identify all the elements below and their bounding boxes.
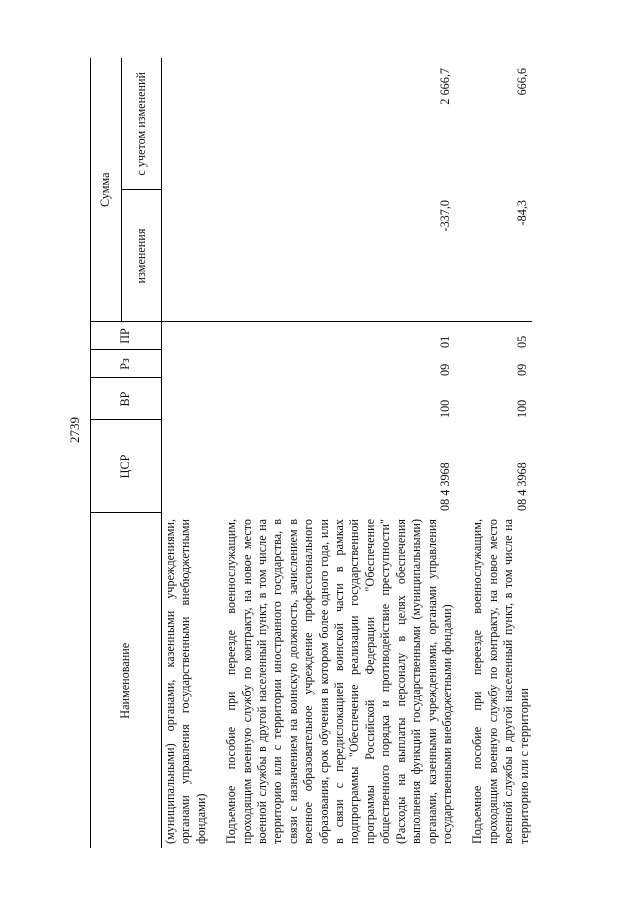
header-vr: ВР [91,378,162,420]
header-pr: ПР [91,322,162,350]
row-with-changes: 2 666,7 [437,68,452,105]
header-sum: Сумма [91,58,122,322]
header-with-changes: с учетом изменений [122,58,162,190]
row-rz: 09 [437,363,452,376]
row-change: -84,3 [469,190,532,322]
row-pr: 01 [437,335,452,348]
row-vr: 100 [514,399,529,418]
row-change [162,190,210,322]
header-change: изменения [122,190,162,322]
row-pr [162,322,210,350]
header-csr: ЦСР [91,420,162,513]
row-name: (муниципальными) органами, казенными учреждениями, органами управления государственными внебюджетными фондами) [163,519,208,844]
row-csr [162,420,210,513]
budget-table [90,58,532,848]
row-name: Подъемное пособие при переезде военнослужащим, проходящим военную службу по контракту, на новое место военной службы в другой населенный пункт, в том числе на территорию или с территории иностранного государства, в связи с назначением на воинскую должность, зачислением в военное образовательное учреждение профессионального образования, срок обучения в котором более одного года, или в связи с передислокацией воинской части в рамках подпрограммы "Обеспечение реализации государственной программы Российской Федерации "Обеспечение общественного порядка и противодействие преступности" (Расходы на выплаты персоналу в целях обеспечения выполнения функций государственными (муниципальными) органами, казенными учреждениями, органами управления государственными внебюджетными фондами) [224,519,454,844]
row-rz [162,350,210,378]
row-name: Подъемное пособие при переезде военнослужащим, проходящим военную службу по контракту, на новое место военной службы в другой населенный пункт, в том числе на территорию или с территории [470,519,531,844]
rotated-page [67,58,560,848]
row-vr: 100 [437,399,452,418]
header-rz: Рз [91,350,162,378]
header-name: Наименование [91,513,162,848]
table-row [162,58,210,848]
row-pr: 05 [514,335,529,348]
row-change: -337,0 [223,190,455,322]
table-row [469,58,532,848]
row-with-changes [162,58,210,190]
row-csr: 08 4 3968 [514,462,529,511]
row-csr: 08 4 3968 [437,462,452,511]
row-rz: 09 [514,363,529,376]
row-vr [162,378,210,420]
page-number: 2739 [67,417,82,443]
row-with-changes: 666,6 [514,68,529,96]
table-row [223,58,455,848]
